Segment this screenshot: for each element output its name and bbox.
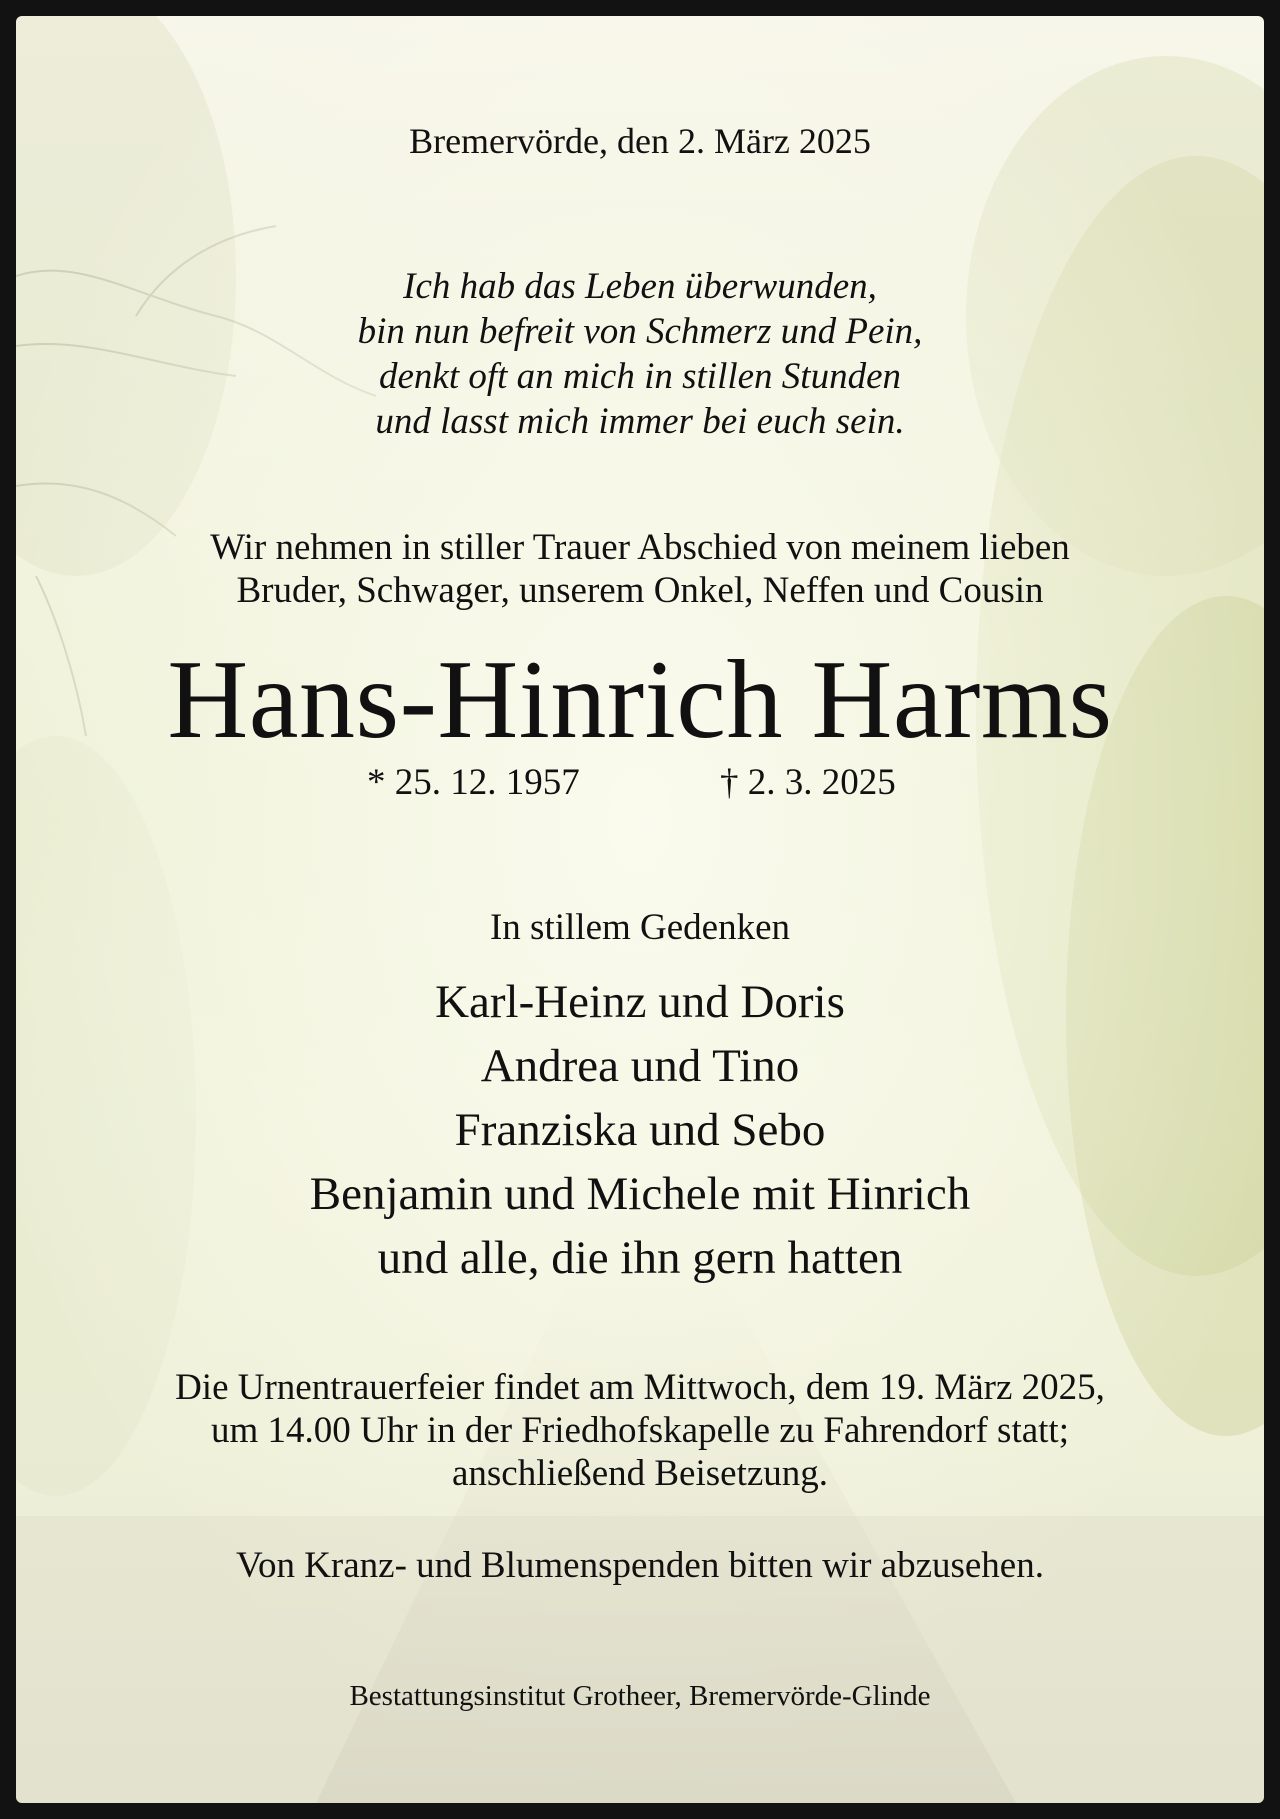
mourner-line: und alle, die ihn gern hatten [377,1232,903,1284]
mourners-list [16,970,1264,1290]
intro-line: Wir nehmen in stiller Trauer Abschied von meinem lieben [210,527,1070,568]
death-date: † 2. 3. 2025 [720,762,896,803]
ceremony-line: anschließend Beisetzung. [451,1453,829,1494]
mourner-line: Franziska und Sebo [454,1104,826,1156]
ceremony-line: Die Urnentrauerfeier findet am Mittwoch, dem 19. März 2025, [175,1367,1105,1408]
intro-line: Bruder, Schwager, unserem Onkel, Neffen und Cousin [236,570,1044,611]
poem-line: denkt oft an mich in stillen Stunden [378,356,902,397]
mourner-line: Karl-Heinz und Doris [435,976,845,1028]
ceremony-details [16,1366,1264,1495]
poem-line: Ich hab das Leben überwunden, [403,266,877,307]
flowers-note: Von Kranz- und Blumenspenden bitten wir abzusehen. [236,1545,1044,1586]
mourner-line: Benjamin und Michele mit Hinrich [309,1168,971,1220]
memory-heading: In stillem Gedenken [489,907,791,948]
ceremony-line: um 14.00 Uhr in der Friedhofskapelle zu Fahrendorf statt; [211,1410,1069,1451]
poem-line: bin nun befreit von Schmerz und Pein, [357,311,923,352]
intro-text [16,526,1264,612]
funeral-home: Bestattungsinstitut Grotheer, Bremervörde-Glinde [349,1680,931,1712]
poem-line: und lasst mich immer bei euch sein. [375,401,905,442]
deceased-name: Hans-Hinrich Harms [167,638,1113,762]
mourner-line: Andrea und Tino [480,1040,800,1092]
obituary-card [16,16,1264,1803]
birth-date: * 25. 12. 1957 [367,762,580,803]
poem [16,264,1264,444]
obituary-text [16,16,1264,1803]
place-date: Bremervörde, den 2. März 2025 [409,121,871,161]
